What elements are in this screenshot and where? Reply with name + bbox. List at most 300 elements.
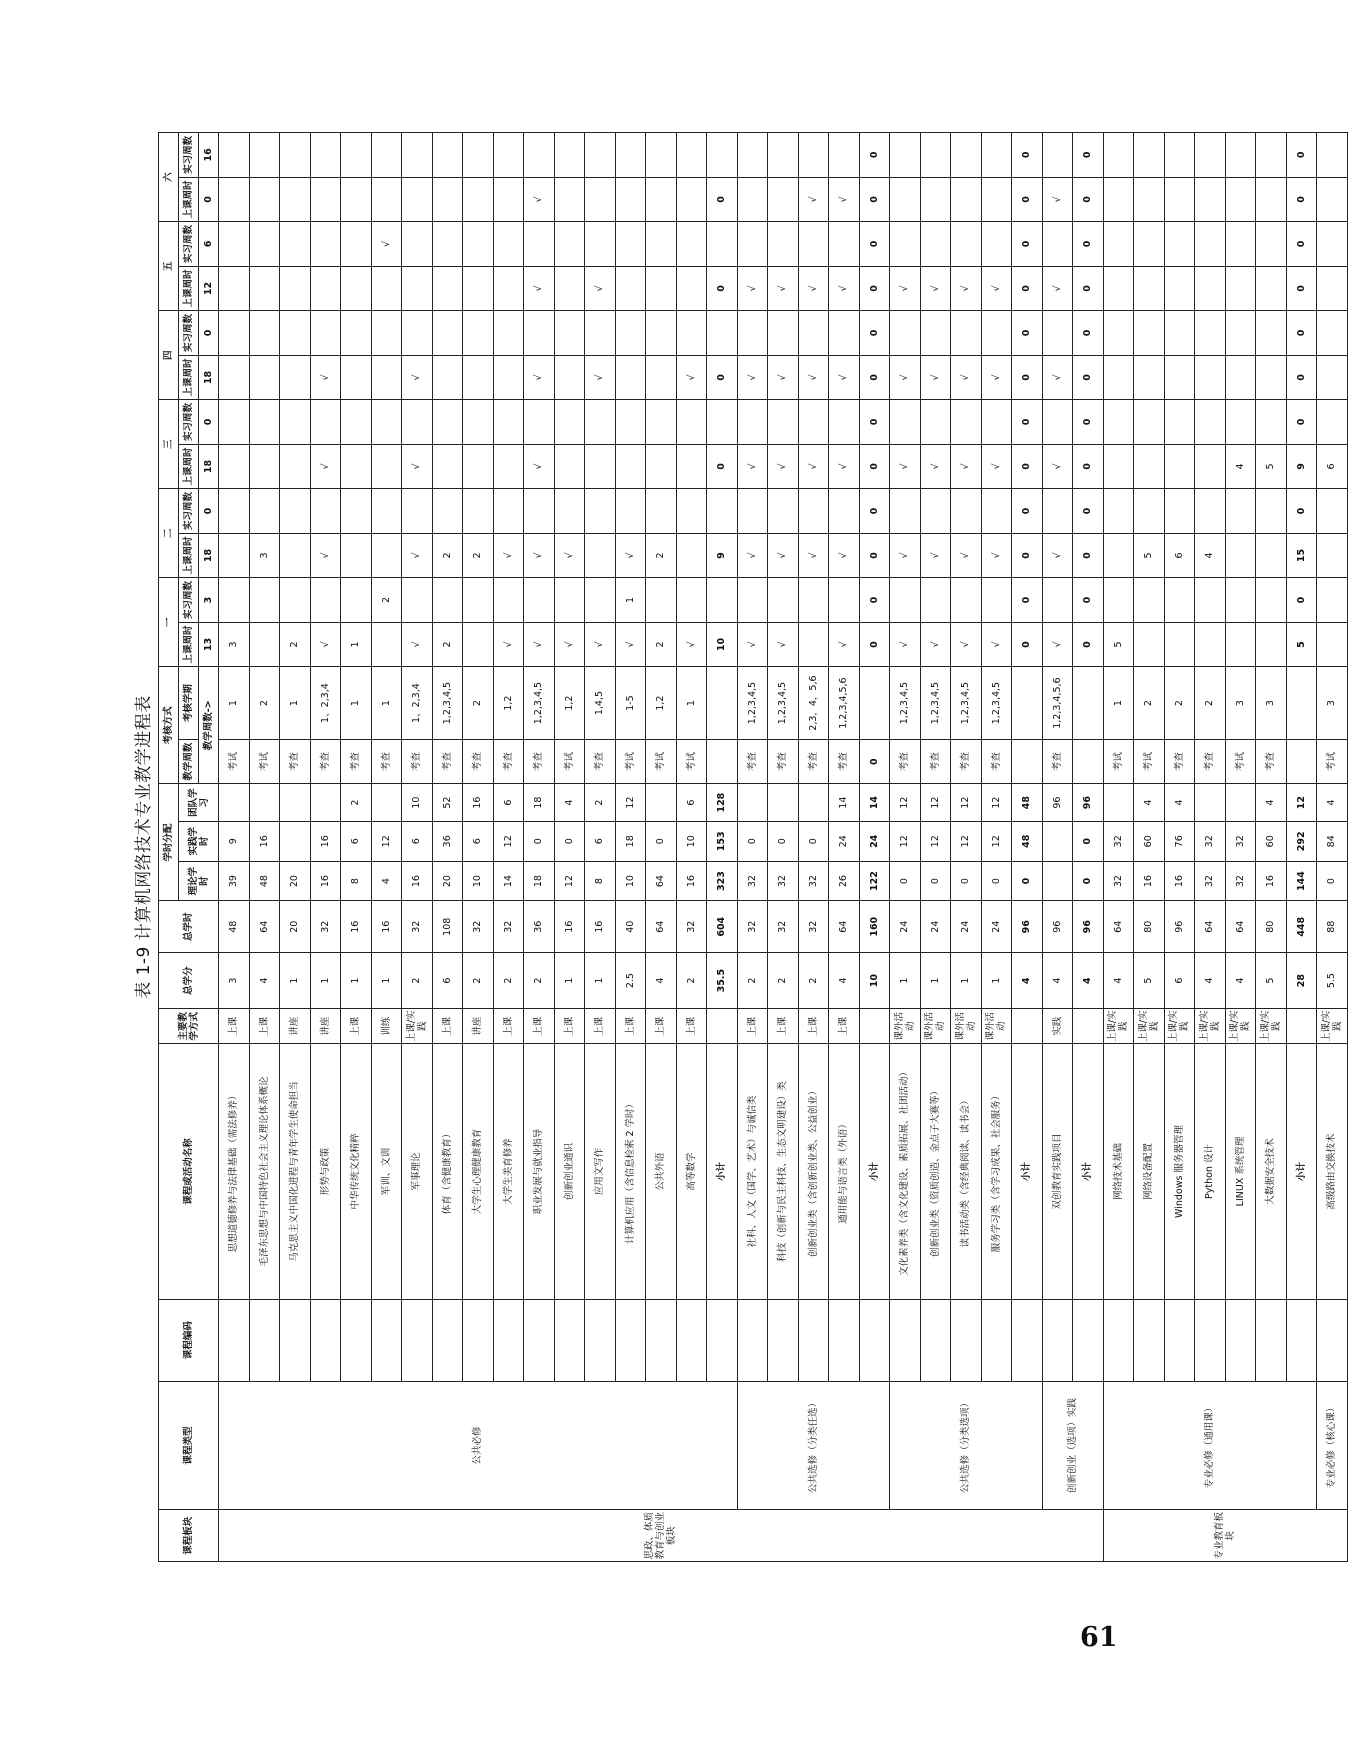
semester-cell bbox=[1256, 578, 1287, 623]
hours-cell: 16 bbox=[371, 901, 402, 953]
semester-cell bbox=[1103, 444, 1134, 489]
exam-cell: 考查 bbox=[1195, 739, 1226, 784]
method-cell: 上课 bbox=[768, 1009, 799, 1044]
semester-cell: √ bbox=[524, 444, 555, 489]
theory-cell: 0 bbox=[1012, 861, 1043, 901]
semester-cell bbox=[402, 177, 433, 222]
theory-cell: 32 bbox=[768, 861, 799, 901]
team-cell: 14 bbox=[859, 784, 890, 821]
table-row bbox=[249, 133, 280, 1562]
semester-cell bbox=[768, 578, 799, 623]
subtotal-row bbox=[1012, 133, 1043, 1562]
method-cell: 课外活动 bbox=[920, 1009, 951, 1044]
exam-cell: 考查 bbox=[280, 739, 311, 784]
semester-cell bbox=[1256, 533, 1287, 578]
course-name-cell: 小计 bbox=[1073, 1044, 1104, 1299]
semester-cell: 2 bbox=[371, 578, 402, 623]
semester-cell: √ bbox=[890, 355, 921, 400]
table-row bbox=[951, 133, 982, 1562]
code-cell bbox=[402, 1299, 433, 1381]
semester-cell bbox=[1256, 311, 1287, 356]
exam-cell: 考试 bbox=[554, 739, 585, 784]
header-prac: 实习周数 bbox=[179, 489, 199, 534]
semester-cell bbox=[432, 400, 463, 445]
exam-cell: 考查 bbox=[768, 739, 799, 784]
team-cell: 128 bbox=[707, 784, 738, 821]
term-cell: 1,2,3,4,5 bbox=[981, 667, 1012, 740]
term-cell bbox=[1073, 667, 1104, 740]
term-cell: 1,2,3,4,5 bbox=[951, 667, 982, 740]
semester-cell: 0 bbox=[859, 444, 890, 489]
method-cell: 上课 bbox=[341, 1009, 372, 1044]
term-cell: 3 bbox=[1256, 667, 1287, 740]
semester-cell bbox=[676, 400, 707, 445]
semester-cell bbox=[829, 311, 860, 356]
method-cell: 上课 bbox=[676, 1009, 707, 1044]
header-prac: 实习周数 bbox=[179, 400, 199, 445]
practice-cell: 0 bbox=[737, 821, 768, 861]
credits-cell: 4 bbox=[646, 953, 677, 1009]
semester-cell bbox=[1256, 355, 1287, 400]
method-cell bbox=[707, 1009, 738, 1044]
semester-cell bbox=[310, 177, 341, 222]
method-cell: 课外活动 bbox=[890, 1009, 921, 1044]
theory-cell: 14 bbox=[493, 861, 524, 901]
semester-cell bbox=[1195, 311, 1226, 356]
semester-cell: 0 bbox=[1012, 578, 1043, 623]
semester-cell bbox=[1195, 622, 1226, 667]
table-row bbox=[493, 133, 524, 1562]
team-cell bbox=[1195, 784, 1226, 821]
team-cell bbox=[1103, 784, 1134, 821]
sem-weeks: 18 bbox=[199, 355, 219, 400]
team-cell: 4 bbox=[1256, 784, 1287, 821]
semester-cell: √ bbox=[310, 355, 341, 400]
theory-cell: 20 bbox=[280, 861, 311, 901]
semester-cell bbox=[371, 311, 402, 356]
table-caption: 表 1-9 计算机网络技术专业教学进程表 bbox=[134, 695, 154, 999]
semester-cell: √ bbox=[615, 533, 646, 578]
header-exam-term: 考核学期 bbox=[179, 667, 199, 740]
semester-cell: 0 bbox=[859, 311, 890, 356]
semester-cell: √ bbox=[829, 177, 860, 222]
semester-cell bbox=[554, 266, 585, 311]
code-cell bbox=[768, 1299, 799, 1381]
exam-cell: 考查 bbox=[341, 739, 372, 784]
practice-cell: 0 bbox=[798, 821, 829, 861]
exam-cell: 考试 bbox=[1225, 739, 1256, 784]
theory-cell: 0 bbox=[1073, 861, 1104, 901]
semester-cell: 0 bbox=[1012, 400, 1043, 445]
semester-cell: √ bbox=[585, 266, 616, 311]
semester-cell bbox=[585, 311, 616, 356]
semester-cell bbox=[463, 311, 494, 356]
type-cell: 专业必修（核心课） bbox=[1317, 1381, 1348, 1510]
semester-cell: √ bbox=[1042, 622, 1073, 667]
semester-cell bbox=[1164, 622, 1195, 667]
semester-cell bbox=[585, 400, 616, 445]
semester-cell bbox=[402, 266, 433, 311]
credits-cell: 6 bbox=[1164, 953, 1195, 1009]
term-cell: 1 bbox=[341, 667, 372, 740]
method-cell: 上课 bbox=[432, 1009, 463, 1044]
practice-cell: 76 bbox=[1164, 821, 1195, 861]
term-cell: 1 bbox=[219, 667, 250, 740]
practice-cell: 0 bbox=[1073, 821, 1104, 861]
semester-cell bbox=[951, 578, 982, 623]
sem-weeks: 13 bbox=[199, 622, 219, 667]
semester-cell bbox=[524, 311, 555, 356]
code-cell bbox=[646, 1299, 677, 1381]
semester-cell bbox=[1164, 222, 1195, 267]
semester-cell bbox=[249, 222, 280, 267]
theory-cell: 323 bbox=[707, 861, 738, 901]
code-cell bbox=[707, 1299, 738, 1381]
team-cell: 4 bbox=[1317, 784, 1348, 821]
semester-cell bbox=[310, 133, 341, 178]
term-cell: 1,2,3,4,5 bbox=[737, 667, 768, 740]
semester-cell: √ bbox=[920, 444, 951, 489]
semester-cell bbox=[249, 177, 280, 222]
method-cell bbox=[1286, 1009, 1317, 1044]
semester-cell bbox=[676, 444, 707, 489]
hours-cell: 604 bbox=[707, 901, 738, 953]
practice-cell: 292 bbox=[1286, 821, 1317, 861]
code-cell bbox=[341, 1299, 372, 1381]
semester-cell bbox=[707, 578, 738, 623]
code-cell bbox=[615, 1299, 646, 1381]
hours-cell: 96 bbox=[1042, 901, 1073, 953]
semester-cell bbox=[829, 222, 860, 267]
hours-cell: 24 bbox=[981, 901, 1012, 953]
semester-cell bbox=[615, 133, 646, 178]
semester-cell bbox=[432, 444, 463, 489]
semester-cell bbox=[585, 489, 616, 534]
semester-cell bbox=[585, 222, 616, 267]
exam-cell: 考试 bbox=[1317, 739, 1348, 784]
semester-cell bbox=[676, 222, 707, 267]
credits-cell: 2 bbox=[463, 953, 494, 1009]
exam-cell: 考查 bbox=[1164, 739, 1195, 784]
table-row bbox=[310, 133, 341, 1562]
semester-cell: 0 bbox=[859, 578, 890, 623]
semester-cell bbox=[280, 533, 311, 578]
semester-cell: √ bbox=[920, 355, 951, 400]
practice-cell: 0 bbox=[646, 821, 677, 861]
semester-cell bbox=[1195, 578, 1226, 623]
header-lec: 上课周时 bbox=[179, 533, 199, 578]
code-cell bbox=[829, 1299, 860, 1381]
table-row bbox=[402, 133, 433, 1562]
exam-cell: 0 bbox=[859, 739, 890, 784]
hours-cell: 20 bbox=[280, 901, 311, 953]
exam-cell: 考查 bbox=[829, 739, 860, 784]
semester-cell bbox=[249, 400, 280, 445]
term-cell bbox=[1286, 667, 1317, 740]
semester-cell bbox=[402, 311, 433, 356]
team-cell: 12 bbox=[890, 784, 921, 821]
course-name-cell: 毛泽东思想与中国特色社会主义理论体系概论 bbox=[249, 1044, 280, 1299]
header-lec: 上课周时 bbox=[179, 444, 199, 489]
semester-cell: 0 bbox=[1073, 355, 1104, 400]
semester-cell bbox=[981, 400, 1012, 445]
semester-cell bbox=[463, 177, 494, 222]
semester-cell bbox=[707, 400, 738, 445]
semester-cell bbox=[615, 311, 646, 356]
semester-cell bbox=[310, 222, 341, 267]
credits-cell: 3 bbox=[219, 953, 250, 1009]
term-cell: 1,2 bbox=[554, 667, 585, 740]
semester-cell bbox=[829, 578, 860, 623]
semester-cell bbox=[1195, 400, 1226, 445]
team-cell bbox=[646, 784, 677, 821]
semester-cell bbox=[1225, 578, 1256, 623]
semester-cell bbox=[1134, 222, 1165, 267]
term-cell: 1、2,3,4 bbox=[310, 667, 341, 740]
code-cell bbox=[1073, 1299, 1104, 1381]
semester-cell: √ bbox=[585, 622, 616, 667]
semester-cell bbox=[1225, 489, 1256, 534]
exam-cell bbox=[1012, 739, 1043, 784]
semester-cell: √ bbox=[402, 622, 433, 667]
semester-cell: 0 bbox=[1012, 533, 1043, 578]
semester-cell bbox=[554, 222, 585, 267]
semester-cell bbox=[341, 533, 372, 578]
semester-cell bbox=[981, 133, 1012, 178]
team-cell: 48 bbox=[1012, 784, 1043, 821]
semester-cell bbox=[371, 622, 402, 667]
semester-cell: 2 bbox=[646, 533, 677, 578]
page-number: 61 bbox=[1080, 1622, 1118, 1653]
semester-cell: √ bbox=[524, 266, 555, 311]
semester-cell bbox=[432, 133, 463, 178]
course-name-cell: 科技（创新与民主科技、生态文明建设）类 bbox=[768, 1044, 799, 1299]
semester-cell: √ bbox=[798, 355, 829, 400]
semester-cell: √ bbox=[524, 177, 555, 222]
course-name-cell: 服务学习类（含学习成果、社会服务） bbox=[981, 1044, 1012, 1299]
exam-cell: 考查 bbox=[402, 739, 433, 784]
exam-cell: 考查 bbox=[951, 739, 982, 784]
exam-cell: 考查 bbox=[920, 739, 951, 784]
semester-cell bbox=[554, 355, 585, 400]
semester-cell bbox=[768, 177, 799, 222]
theory-cell: 32 bbox=[1225, 861, 1256, 901]
hours-cell: 32 bbox=[676, 901, 707, 953]
semester-cell bbox=[707, 133, 738, 178]
code-cell bbox=[890, 1299, 921, 1381]
code-cell bbox=[1042, 1299, 1073, 1381]
semester-cell: 9 bbox=[1286, 444, 1317, 489]
semester-cell bbox=[798, 400, 829, 445]
team-cell: 12 bbox=[981, 784, 1012, 821]
semester-cell: 5 bbox=[1256, 444, 1287, 489]
exam-cell: 考查 bbox=[798, 739, 829, 784]
semester-cell: √ bbox=[768, 355, 799, 400]
hours-cell: 64 bbox=[1103, 901, 1134, 953]
hours-cell: 96 bbox=[1073, 901, 1104, 953]
code-cell bbox=[249, 1299, 280, 1381]
header-sem-6: 六 bbox=[159, 133, 179, 222]
practice-cell: 6 bbox=[463, 821, 494, 861]
method-cell: 上课 bbox=[219, 1009, 250, 1044]
semester-cell bbox=[371, 444, 402, 489]
semester-cell: 0 bbox=[859, 177, 890, 222]
semester-cell bbox=[219, 533, 250, 578]
table-row bbox=[676, 133, 707, 1562]
semester-cell: √ bbox=[310, 622, 341, 667]
code-cell bbox=[1256, 1299, 1287, 1381]
code-cell bbox=[310, 1299, 341, 1381]
practice-cell: 12 bbox=[371, 821, 402, 861]
table-row bbox=[1256, 133, 1287, 1562]
semester-cell bbox=[554, 489, 585, 534]
credits-cell: 1 bbox=[890, 953, 921, 1009]
code-cell bbox=[1012, 1299, 1043, 1381]
hours-cell: 32 bbox=[310, 901, 341, 953]
semester-cell bbox=[249, 489, 280, 534]
table-row bbox=[981, 133, 1012, 1562]
team-cell: 52 bbox=[432, 784, 463, 821]
practice-cell: 153 bbox=[707, 821, 738, 861]
hours-cell: 160 bbox=[859, 901, 890, 953]
semester-cell bbox=[249, 355, 280, 400]
header-prac: 实习周数 bbox=[179, 578, 199, 623]
team-cell: 2 bbox=[341, 784, 372, 821]
semester-cell bbox=[1317, 266, 1348, 311]
type-cell: 创新创业（选项）实践 bbox=[1042, 1381, 1103, 1510]
semester-cell: √ bbox=[737, 533, 768, 578]
course-name-cell: 小计 bbox=[707, 1044, 738, 1299]
practice-cell: 84 bbox=[1317, 821, 1348, 861]
header-sem-1: 一 bbox=[159, 578, 179, 667]
semester-cell: √ bbox=[829, 266, 860, 311]
term-cell: 3 bbox=[1225, 667, 1256, 740]
course-name-cell: 读书活动类（含经典阅读、读书会） bbox=[951, 1044, 982, 1299]
semester-cell bbox=[707, 489, 738, 534]
code-cell bbox=[524, 1299, 555, 1381]
credits-cell: 1 bbox=[310, 953, 341, 1009]
course-name-cell: 网络设备配置 bbox=[1134, 1044, 1165, 1299]
semester-cell: √ bbox=[493, 533, 524, 578]
theory-cell: 64 bbox=[646, 861, 677, 901]
semester-cell: √ bbox=[951, 533, 982, 578]
semester-cell bbox=[219, 311, 250, 356]
practice-cell: 12 bbox=[981, 821, 1012, 861]
semester-cell bbox=[1042, 133, 1073, 178]
term-cell: 2 bbox=[1134, 667, 1165, 740]
practice-cell: 0 bbox=[524, 821, 555, 861]
semester-cell bbox=[219, 400, 250, 445]
course-name-cell: 体育（含健康教育） bbox=[432, 1044, 463, 1299]
table-row bbox=[341, 133, 372, 1562]
practice-cell: 32 bbox=[1225, 821, 1256, 861]
semester-cell bbox=[493, 489, 524, 534]
header-type: 课程类型 bbox=[159, 1381, 219, 1510]
term-cell: 2,3，4，5,6 bbox=[798, 667, 829, 740]
semester-cell bbox=[1134, 489, 1165, 534]
term-cell: 1 bbox=[371, 667, 402, 740]
semester-cell: 0 bbox=[1012, 355, 1043, 400]
header-sem-5: 五 bbox=[159, 222, 179, 311]
semester-cell: √ bbox=[981, 355, 1012, 400]
code-cell bbox=[1103, 1299, 1134, 1381]
semester-cell bbox=[646, 177, 677, 222]
term-cell: 1,4,5 bbox=[585, 667, 616, 740]
semester-cell: 0 bbox=[1286, 177, 1317, 222]
exam-cell: 考试 bbox=[615, 739, 646, 784]
method-cell: 上课/实践 bbox=[1256, 1009, 1287, 1044]
course-name-cell: 小计 bbox=[1012, 1044, 1043, 1299]
semester-cell bbox=[1042, 400, 1073, 445]
semester-cell: √ bbox=[890, 266, 921, 311]
hours-cell: 108 bbox=[432, 901, 463, 953]
semester-cell bbox=[1195, 489, 1226, 534]
semester-cell: √ bbox=[798, 533, 829, 578]
semester-cell bbox=[493, 133, 524, 178]
code-cell bbox=[920, 1299, 951, 1381]
semester-cell: √ bbox=[920, 266, 951, 311]
course-name-cell: 通用能与语言类（外语） bbox=[829, 1044, 860, 1299]
semester-cell: 0 bbox=[1286, 489, 1317, 534]
semester-cell bbox=[371, 489, 402, 534]
semester-cell: √ bbox=[890, 533, 921, 578]
semester-cell: 0 bbox=[859, 533, 890, 578]
exam-cell: 考试 bbox=[1103, 739, 1134, 784]
hours-cell: 32 bbox=[402, 901, 433, 953]
semester-cell: 0 bbox=[1073, 133, 1104, 178]
header-code: 课程编码 bbox=[159, 1299, 219, 1381]
semester-cell: 2 bbox=[463, 533, 494, 578]
semester-cell bbox=[280, 311, 311, 356]
table-body bbox=[219, 133, 1348, 1562]
semester-cell: 0 bbox=[1012, 444, 1043, 489]
semester-cell bbox=[249, 133, 280, 178]
semester-cell: 0 bbox=[1286, 578, 1317, 623]
theory-cell: 16 bbox=[310, 861, 341, 901]
course-name-cell: 形势与政策 bbox=[310, 1044, 341, 1299]
semester-cell bbox=[1042, 489, 1073, 534]
team-cell bbox=[371, 784, 402, 821]
type-cell: 专业必修（通用课） bbox=[1103, 1381, 1317, 1510]
semester-cell: 10 bbox=[707, 622, 738, 667]
hours-cell: 64 bbox=[1225, 901, 1256, 953]
semester-cell: √ bbox=[402, 533, 433, 578]
team-cell: 10 bbox=[402, 784, 433, 821]
semester-cell: 0 bbox=[1286, 133, 1317, 178]
semester-cell bbox=[798, 622, 829, 667]
semester-cell: 5 bbox=[1103, 622, 1134, 667]
course-name-cell: 高等数学 bbox=[676, 1044, 707, 1299]
term-cell: 1,2,3,4,5,6 bbox=[829, 667, 860, 740]
semester-cell bbox=[249, 266, 280, 311]
table-row bbox=[646, 133, 677, 1562]
hours-cell: 32 bbox=[463, 901, 494, 953]
semester-cell: 0 bbox=[1073, 533, 1104, 578]
semester-cell: √ bbox=[676, 622, 707, 667]
semester-cell bbox=[1256, 622, 1287, 667]
credits-cell: 5 bbox=[1134, 953, 1165, 1009]
course-name-cell: Python 设计 bbox=[1195, 1044, 1226, 1299]
practice-cell: 12 bbox=[951, 821, 982, 861]
semester-cell: √ bbox=[890, 622, 921, 667]
semester-cell: √ bbox=[829, 355, 860, 400]
theory-cell: 32 bbox=[1195, 861, 1226, 901]
semester-cell bbox=[341, 177, 372, 222]
table-row bbox=[615, 133, 646, 1562]
semester-cell bbox=[341, 578, 372, 623]
credits-cell: 4 bbox=[1073, 953, 1104, 1009]
semester-cell bbox=[1317, 489, 1348, 534]
